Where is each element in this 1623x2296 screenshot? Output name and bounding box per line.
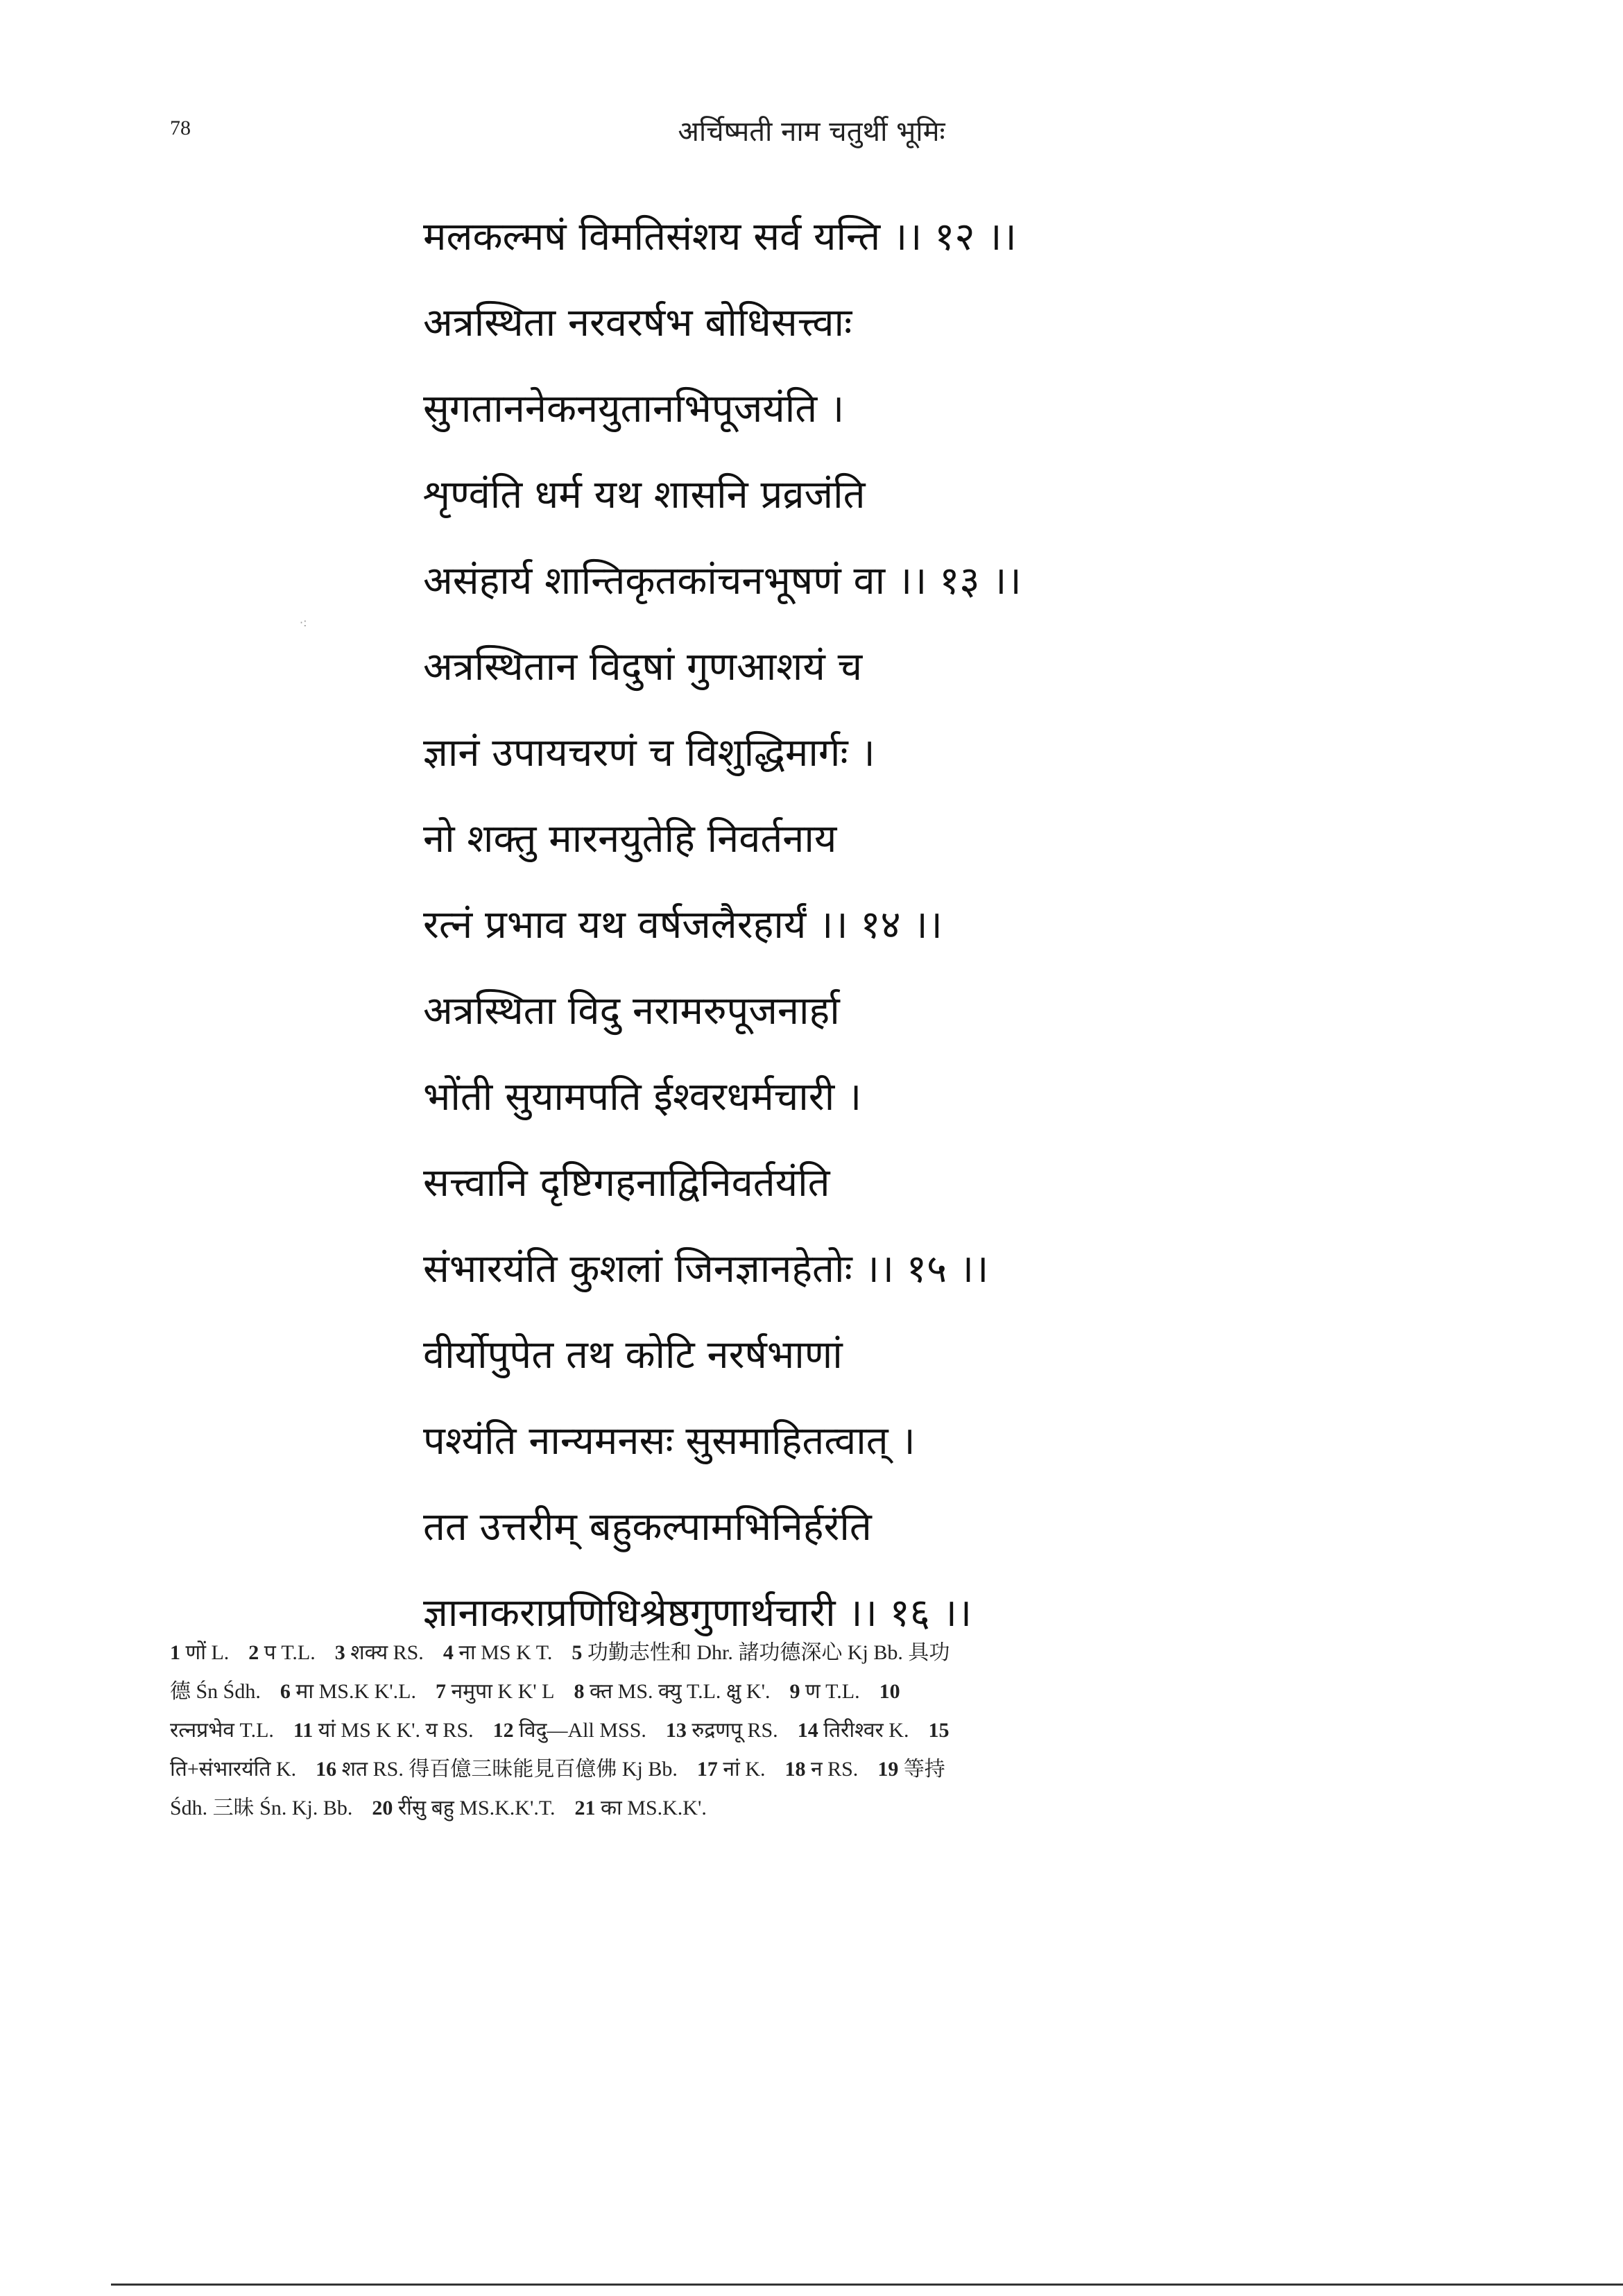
verse-line: शृण्वंति धर्म यथ शासनि प्रव्रजंति	[423, 472, 866, 517]
bottom-rule	[111, 2284, 1623, 2286]
footnote-text: ना MS K T.	[458, 1641, 553, 1664]
footnote-line	[170, 1789, 1405, 1828]
footnote-text: नमुपा K K' L	[451, 1680, 555, 1703]
footnote-number: 1	[170, 1641, 186, 1664]
footnote-number: 2	[248, 1641, 264, 1664]
footnote-entry	[170, 1680, 261, 1703]
verse-line: अत्रस्थिता नरवरर्षभ बोधिसत्त्वाः	[423, 300, 852, 345]
footnote-number: 8	[574, 1680, 590, 1703]
footnote-entry	[928, 1719, 949, 1742]
footnote-number: 10	[879, 1680, 900, 1703]
footnote-line	[170, 1634, 1405, 1672]
verse-line: वीर्योपुपेत तथ कोटि नरर्षभाणां	[423, 1333, 843, 1378]
footnote-text: तिरीश्वर K.	[823, 1719, 909, 1742]
footnote-text: 德 Śn Śdh.	[170, 1680, 261, 1703]
running-head: अर्चिष्मती नाम चतुर्थी भूमिः	[678, 116, 945, 148]
footnote-number: 21	[574, 1797, 601, 1819]
footnote-entry	[372, 1797, 555, 1819]
footnote-number: 11	[293, 1719, 318, 1742]
footnote-text: रींसु बहु MS.K.K'.T.	[397, 1797, 556, 1819]
verse-line: ज्ञानं उपायचरणं च विशुद्धिमार्गः ।	[423, 730, 875, 776]
footnote-text: शक्य RS.	[350, 1641, 424, 1664]
footnote-text: मा MS.K K'.L.	[295, 1680, 417, 1703]
footnote-number: 6	[280, 1680, 296, 1703]
verse-line: सुगताननेकनयुतानभिपूजयंति ।	[423, 386, 845, 431]
footnote-entry	[248, 1641, 315, 1664]
footnote-entry	[789, 1680, 859, 1703]
footnote-number: 5	[572, 1641, 587, 1664]
verse-line: असंहार्य शान्तिकृतकांचनभूषणं वा ।। १३ ।।	[423, 558, 1022, 603]
footnote-entry	[443, 1641, 553, 1664]
footnote-entry	[666, 1719, 778, 1742]
footnote-entry	[574, 1680, 770, 1703]
footnote-number: 16	[316, 1758, 342, 1781]
footnote-text: ति+संभारयंति K.	[170, 1758, 297, 1781]
footnote-entry	[293, 1719, 474, 1742]
footnote-text: नां K.	[723, 1758, 766, 1781]
footnote-text: शत RS. 得百億三昧能見百億佛 Kj Bb.	[341, 1758, 678, 1781]
footnote-text: विदु—All MSS.	[519, 1719, 646, 1742]
footnote-number: 9	[789, 1680, 805, 1703]
footnote-text: रुद्रणपू RS.	[692, 1719, 778, 1742]
footnote-number: 14	[797, 1719, 824, 1742]
footnote-number: 13	[665, 1719, 692, 1742]
footnote-entry	[877, 1758, 945, 1781]
footnote-line	[170, 1750, 1405, 1789]
footnote-text: न RS.	[810, 1758, 859, 1781]
footnote-text: रत्नप्रभेव T.L.	[170, 1719, 274, 1742]
footnote-number: 17	[696, 1758, 723, 1781]
footnote-text: ण T.L.	[805, 1680, 860, 1703]
verse-line: सत्त्वानि दृष्टिगहनाद्विनिवर्तयंति	[423, 1160, 830, 1206]
footnote-line	[170, 1711, 1405, 1750]
footnote-entry	[170, 1758, 296, 1781]
footnote-entry	[572, 1641, 950, 1664]
footnote-number: 7	[436, 1680, 452, 1703]
verse-line: तत उत्तरीम् बहुकल्पामभिनिर्हरंति	[423, 1505, 872, 1550]
page-number: 78	[170, 117, 191, 139]
footnote-number: 19	[877, 1758, 904, 1781]
verse-line: रत्नं प्रभाव यथ वर्षजलैरहार्यं ।। १४ ।।	[423, 902, 943, 948]
footnote-text: 等持	[903, 1758, 945, 1781]
verse-line: संभारयंति कुशलां जिनज्ञानहेतोः ।। १५ ।।	[423, 1246, 989, 1292]
verse-line: अत्रस्थिता विदु नरामरुपूजनार्हा	[423, 988, 840, 1034]
footnote-text: णों L.	[185, 1641, 230, 1664]
footnote-number: 18	[784, 1758, 811, 1781]
footnotes	[170, 1634, 1405, 1828]
footnote-entry	[316, 1758, 678, 1781]
footnote-number: 4	[443, 1641, 459, 1664]
footnote-entry	[798, 1719, 909, 1742]
footnote-text: 功勤志性和 Dhr. 諸功德深心 Kj Bb. 具功	[587, 1641, 950, 1664]
footnote-entry	[335, 1641, 424, 1664]
footnote-entry	[170, 1797, 352, 1819]
footnote-line	[170, 1672, 1405, 1711]
footnote-text: यां MS K K'. य RS.	[318, 1719, 474, 1742]
verse-line: पश्यंति नान्यमनसः सुसमाहितत्वात् ।	[423, 1419, 916, 1464]
verse-line: मलकल्मषं विमतिसंशय सर्व यन्ति ।। १२ ।।	[423, 214, 1017, 259]
scan-speck: ·:	[300, 616, 307, 629]
verse-block	[423, 194, 1394, 1656]
footnote-number: 15	[928, 1719, 950, 1742]
footnote-number: 12	[492, 1719, 519, 1742]
footnote-entry	[170, 1719, 274, 1742]
verse-line: ज्ञानाकराप्रणिधिश्रेष्ठगुणार्थचारी ।। १६ ।।	[423, 1591, 972, 1636]
verse-line: भोंती सुयामपति ईश्वरधर्मचारी ।	[423, 1074, 862, 1120]
footnote-entry	[280, 1680, 416, 1703]
footnote-number: 3	[334, 1641, 351, 1664]
verse-line: अत्रस्थितान विदुषां गुणआशयं च	[423, 644, 863, 689]
footnote-text: क्त MS. क्यु T.L. क्षु K'.	[589, 1680, 771, 1703]
footnote-entry	[574, 1797, 706, 1819]
footnote-entry	[493, 1719, 646, 1742]
footnote-text: प T.L.	[264, 1641, 316, 1664]
footnote-entry	[436, 1680, 554, 1703]
footnote-entry	[784, 1758, 858, 1781]
footnote-number: 20	[372, 1797, 398, 1819]
footnote-text: Śdh. 三昧 Śn. Kj. Bb.	[170, 1797, 353, 1819]
footnote-text: का MS.K.K'.	[600, 1797, 707, 1819]
footnote-entry	[170, 1641, 229, 1664]
verse-line: नो शक्तु मारनयुतेहि निवर्तनाय	[423, 816, 837, 862]
footnote-entry	[879, 1680, 900, 1703]
footnote-entry	[697, 1758, 766, 1781]
